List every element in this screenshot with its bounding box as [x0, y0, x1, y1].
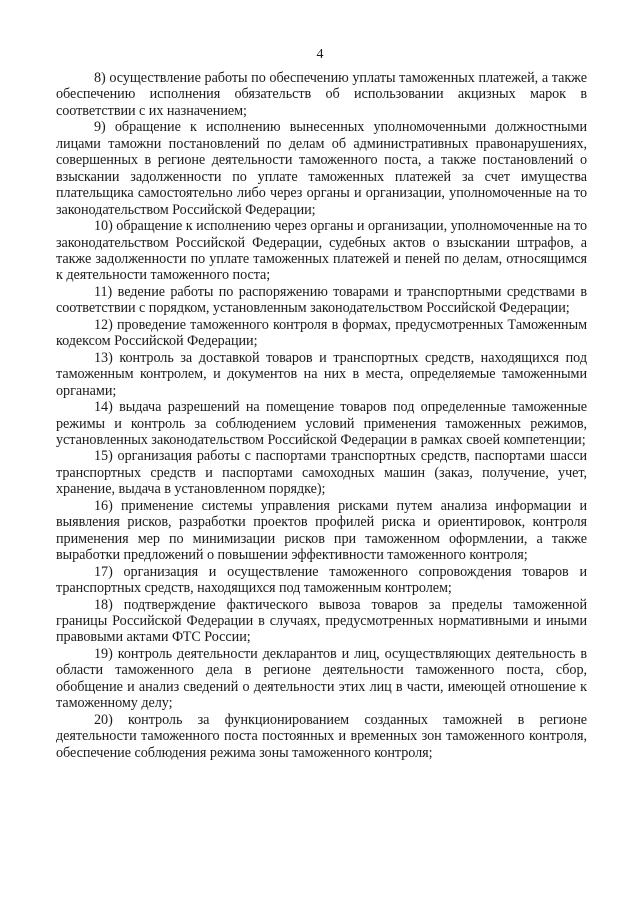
- paragraph-item-19: 19) контроль деятельности декларантов и лиц, осуществляющих деятельность в области таможенного дела в регионе деятельности таможенного поста, сбор, обобщение и анализ сведений о деятельности этих лиц в части, имеющей отношение к таможенному делу;: [56, 645, 587, 712]
- paragraph-item-11: 11) ведение работы по распоряжению товарами и транспортными средствами в соответствии с порядком, установленным законодательством Российской Федерации;: [56, 283, 587, 317]
- paragraph-item-8: 8) осуществление работы по обеспечению уплаты таможенных платежей, а также обеспечению исполнения обязательств об использовании акцизных марок в соответствии с их назначением;: [56, 70, 587, 119]
- paragraph-item-17: 17) организация и осуществление таможенного сопровождения товаров и транспортных средств, находящихся под таможенным контролем;: [56, 563, 587, 597]
- paragraph-item-15: 15) организация работы с паспортами транспортных средств, паспортами шасси транспортных средств и паспортами самоходных машин (заказ, получение, учет, хранение, выдача в установленном порядке);: [56, 448, 587, 498]
- page-number: 4: [316, 47, 324, 62]
- paragraph-item-9: 9) обращение к исполнению вынесенных уполномоченными должностными лицами таможни постановлений по делам об административных правонарушениях, совершенных в регионе деятельности таможенного поста, а также постановлений о взыскании задолженности по уплате таможенных платежей за счет имущества плательщика самостоятельно либо через органы и организации, уполномоченные на то законодательством Российской Федерации;: [56, 119, 587, 218]
- paragraph-item-13: 13) контроль за доставкой товаров и транспортных средств, находящихся под таможенным контролем, и документов на них в места, определяемые таможенными органами;: [56, 349, 587, 399]
- paragraph-item-12: 12) проведение таможенного контроля в формах, предусмотренных Таможенным кодексом Российской Федерации;: [56, 316, 587, 350]
- paragraph-item-10: 10) обращение к исполнению через органы и организации, уполномоченные на то законодательством Российской Федерации, судебных актов о взыскании штрафов, а также задолженности по уплате таможенных платежей и пеней по делам, относящимся к деятельности таможенного поста;: [56, 218, 587, 284]
- paragraph-item-14: 14) выдача разрешений на помещение товаров под определенные таможенные режимы и контроль за соблюдением условий применения таможенных режимов, установленных законодательством Российской Федерации в рамках своей компетенции;: [56, 399, 587, 448]
- paragraph-item-18: 18) подтверждение фактического вывоза товаров за пределы таможенной границы Российской Федерации в случаях, предусмотренных нормативными и иными правовыми актами ФТС России;: [56, 596, 587, 646]
- document-body: [56, 70, 587, 761]
- paragraph-item-16: 16) применение системы управления рисками путем анализа информации и выявления рисков, разработки проектов профилей риска и ориентировок, контроля применения мер по минимизации рисков при таможенном оформлении, а также выработки предложений о повышении эффективности таможенного контроля;: [56, 497, 587, 564]
- paragraph-item-20: 20) контроль за функционированием созданных таможней в регионе деятельности таможенного поста постоянных и временных зон таможенного контроля, обеспечение соблюдения режима зоны таможенного контроля;: [56, 711, 587, 761]
